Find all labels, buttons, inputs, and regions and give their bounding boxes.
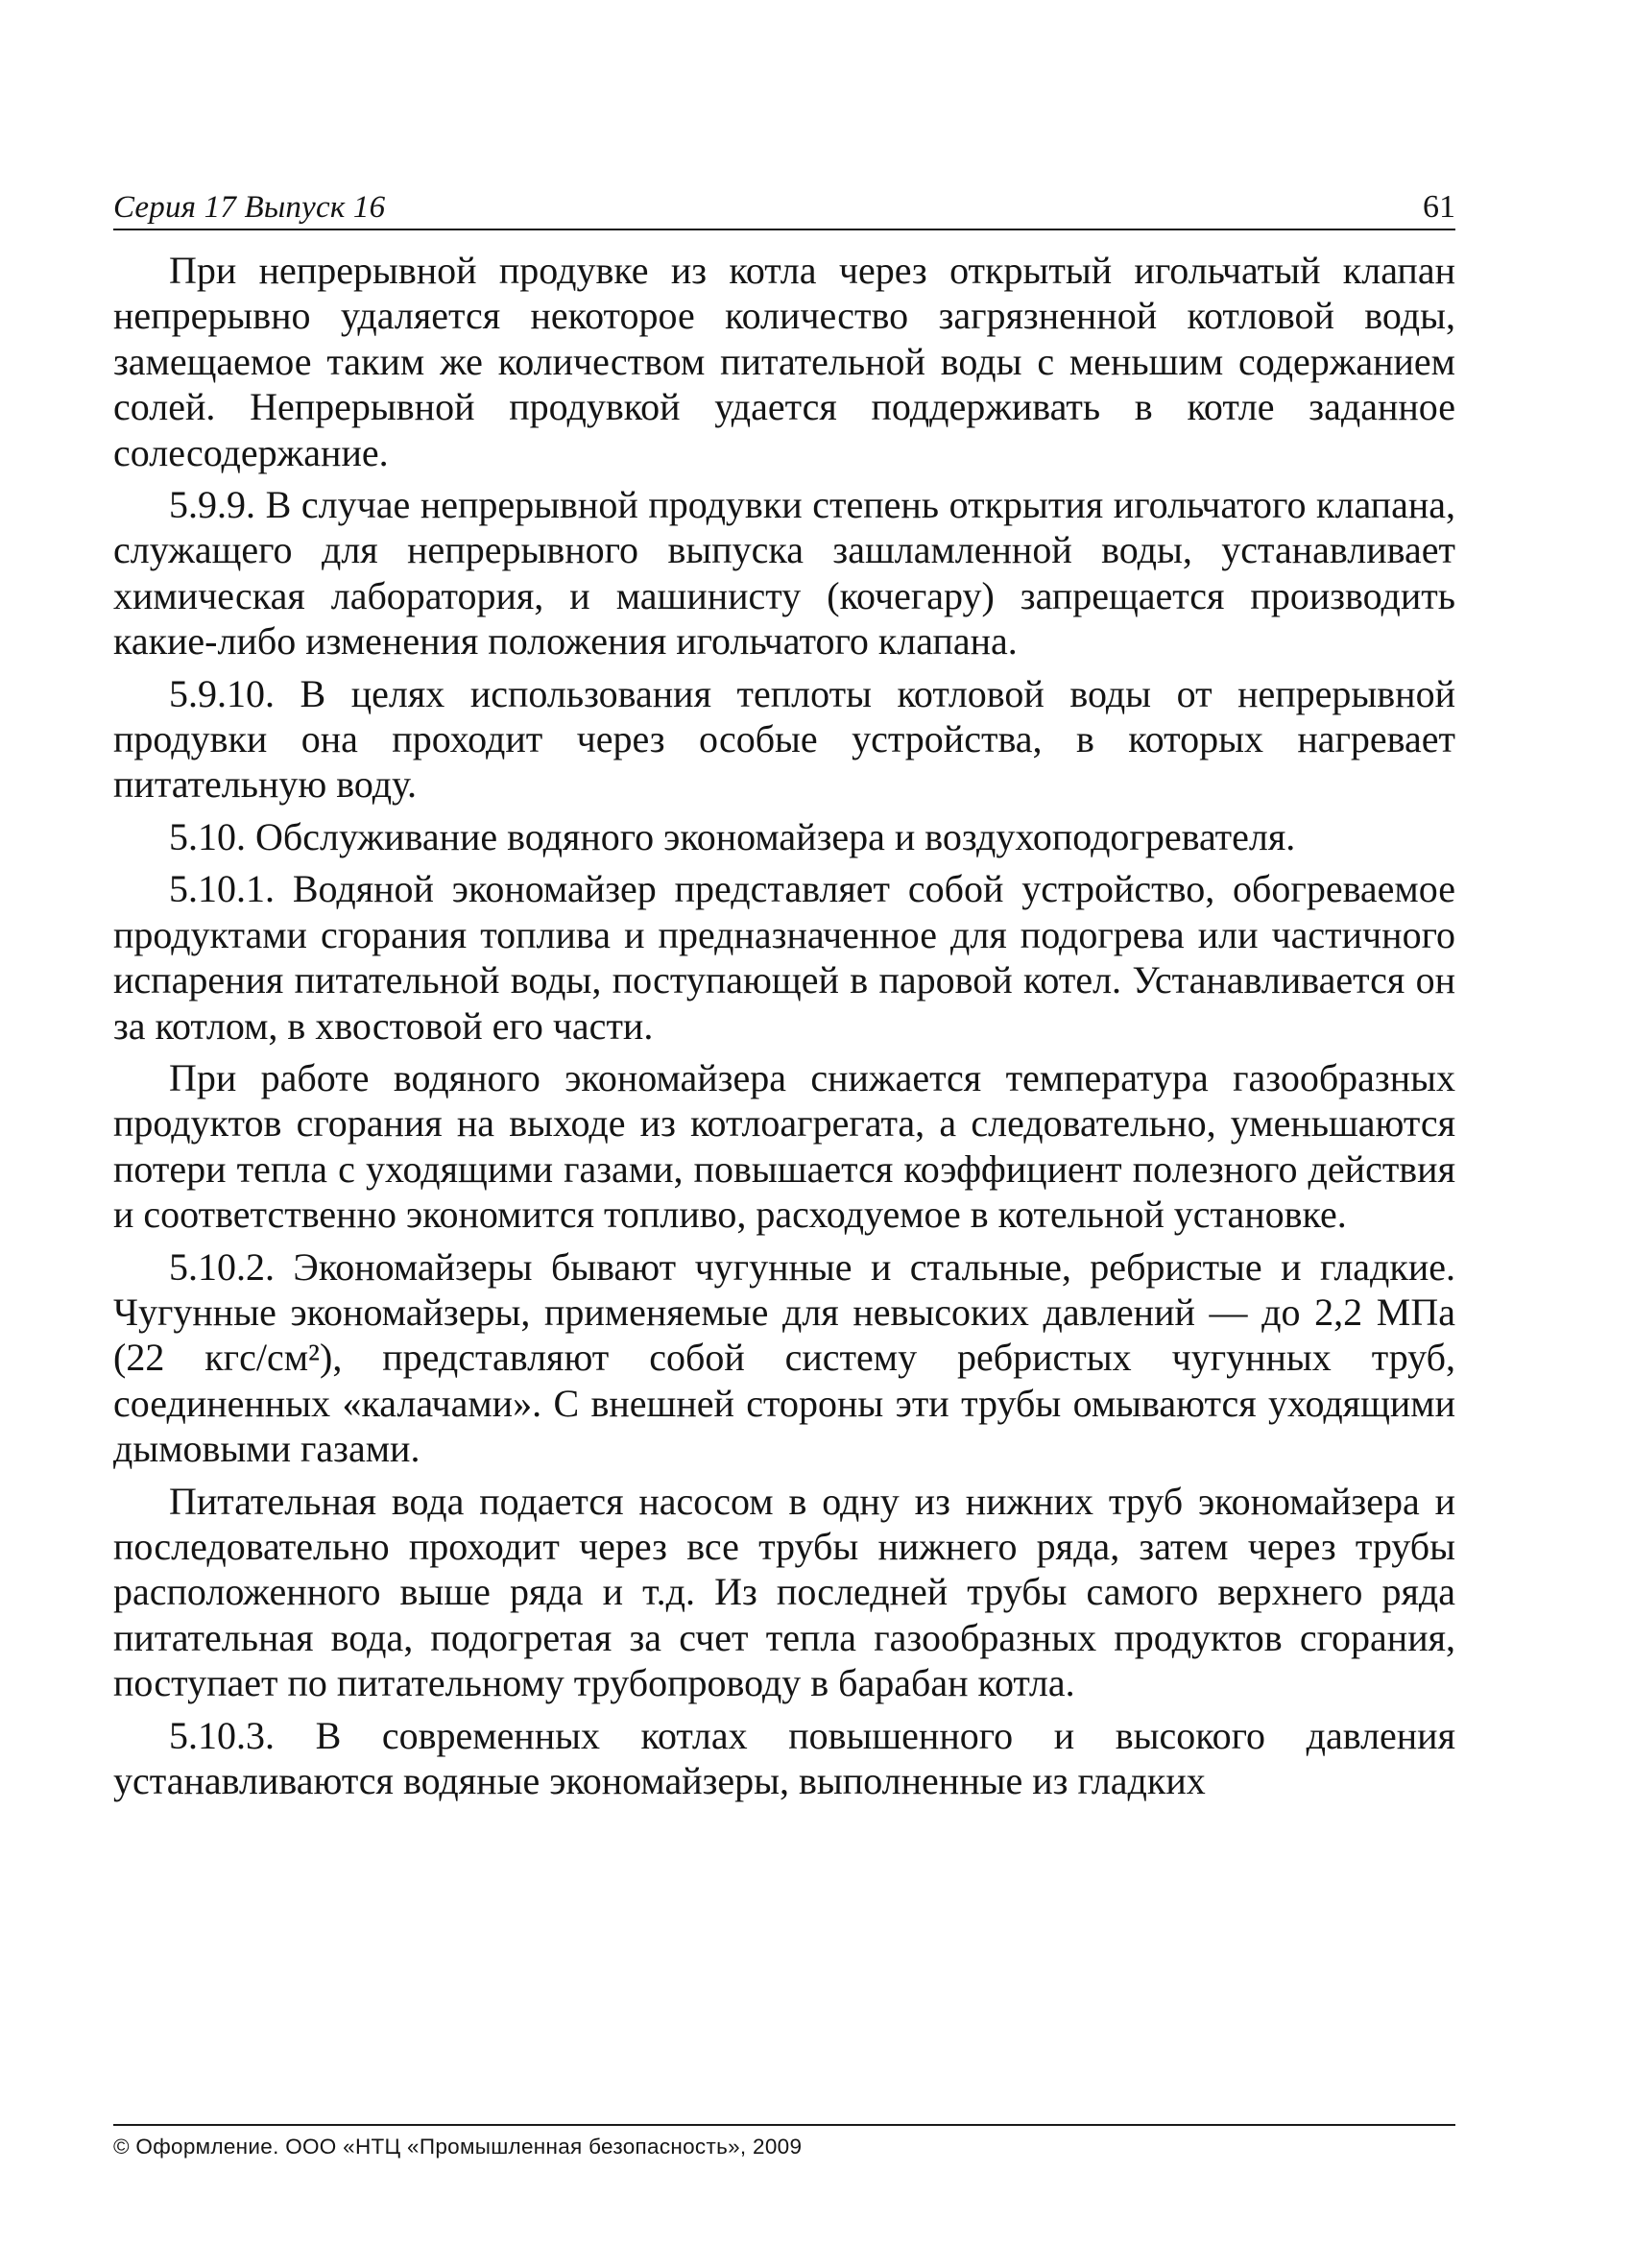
paragraph-5-10-1: 5.10.1. Водяной экономайзер представляет собой устройство, обогреваемое продуктами сгорания топлива и предназначенное для подогрева или частичного испарения питательной воды, поступающей в паровой котел. Устанавливается он за котлом, в хвостовой его части. bbox=[113, 867, 1455, 1048]
paragraph-feedwater-path: Питательная вода подается насосом в одну из нижних труб экономайзера и последовательно проходит через все трубы нижнего ряда, затем через трубы расположенного выше ряда и т.д. Из последней трубы самого верхнего ряда питательная вода, подогретая за счет тепла газообразных продуктов сгорания, поступает по питательному трубопроводу в барабан котла. bbox=[113, 1479, 1455, 1705]
paragraph-continuous-blowdown: При непрерывной продувке из котла через открытый игольчатый клапан непрерывно удаляется некоторое количество загрязненной котловой воды, замещаемое таким же количеством питательной воды с меньшим содержанием солей. Непрерывной продувкой удается поддерживать в котле заданное солесодержание. bbox=[113, 249, 1455, 474]
body-text bbox=[113, 248, 1455, 1803]
page-number: 61 bbox=[1423, 189, 1455, 225]
paragraph-5-9-10: 5.9.10. В целях использования теплоты котловой воды от непрерывной продувки она проходит через особые устройства, в которых нагревает питательную воду. bbox=[113, 671, 1455, 807]
running-header bbox=[113, 188, 1455, 230]
paragraph-5-10-heading: 5.10. Обслуживание водяного экономайзера и воздухоподогревателя. bbox=[169, 814, 1296, 858]
paragraph-5-9-9: 5.9.9. В случае непрерывной продувки степень открытия игольчатого клапана, служащего для непрерывного выпуска зашламленной воды, устанавливает химическая лаборатория, и машинисту (кочегару) запрещается производить какие-либо изменения положения игольчатого клапана. bbox=[113, 483, 1455, 664]
paragraph-5-10-2: 5.10.2. Экономайзеры бывают чугунные и стальные, ребристые и гладкие. Чугунные экономайзеры, применяемые для невысоких давлений — до 2,2 МПа (22 кгс/см²), представляют собой систему ребристых чугунных труб, соединенных «калачами». С внешней стороны эти трубы омываются уходящими дымовыми газами. bbox=[113, 1244, 1455, 1471]
paragraph-economizer-operation: При работе водяного экономайзера снижается температура газообразных продуктов сгорания на выходе из котлоагрегата, а следовательно, уменьшаются потери тепла с уходящими газами, повышается коэффициент полезного действия и соответственно экономится топливо, расходуемое в котельной установке. bbox=[113, 1055, 1455, 1237]
series-title: Серия 17 Выпуск 16 bbox=[113, 190, 386, 225]
footer-copyright: © Оформление. ООО «НТЦ «Промышленная безопасность», 2009 bbox=[113, 2124, 1455, 2162]
paragraph-5-10-3: 5.10.3. В современных котлах повышенного и высокого давления устанавливаются водяные экономайзеры, выполненные из гладких bbox=[113, 1713, 1455, 1802]
